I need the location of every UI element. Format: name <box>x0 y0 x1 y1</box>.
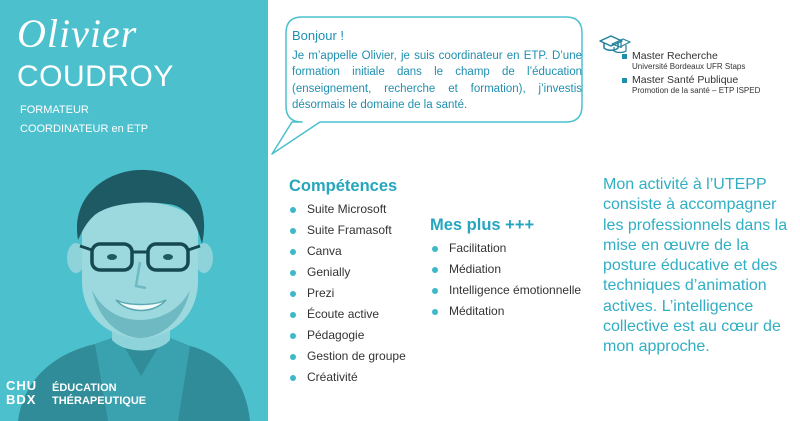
list-item: Genially <box>289 262 406 283</box>
list-item: Médiation <box>431 259 581 280</box>
education-item: Master Santé Publique Promotion de la santé – ETP ISPED <box>622 74 792 96</box>
competences-heading: Compétences <box>289 177 398 195</box>
activity-paragraph: Mon activité à l’UTEPP consiste à accompagner les professionnels dans la mise en œuvre de la posture éducative et des techniques d’animation actives. L’intelligence collective est au cœur de mon approche. <box>603 176 788 356</box>
bubble-text <box>292 28 582 114</box>
list-item: Écoute active <box>289 304 406 325</box>
list-item: Prezi <box>289 283 406 304</box>
mes-plus-heading: Mes plus +++ <box>430 216 535 234</box>
list-item: Suite Framasoft <box>289 220 406 241</box>
role-coordinateur: COORDINATEUR en ETP <box>20 123 149 135</box>
education-therapeutique-logo: ÉDUCATION THÉRAPEUTIQUE <box>52 382 147 407</box>
role-formateur: FORMATEUR <box>20 104 89 116</box>
list-item: Intelligence émotionnelle <box>431 280 581 301</box>
education-item: Master Recherche Université Bordeaux UFR Staps <box>622 50 792 72</box>
list-item: Pédagogie <box>289 325 406 346</box>
mes-plus-list <box>431 238 581 322</box>
chu-bdx-logo: CHU BDX <box>6 378 38 407</box>
list-item: Suite Microsoft <box>289 199 406 220</box>
bubble-intro: Je m’appelle Olivier, je suis coordinateur en ETP. D’une formation initiale dans le champ de l’éducation (enseignement, recherche et formation), j’investis désormais le domaine de la santé. <box>292 49 582 111</box>
bubble-greeting: Bonjour ! <box>292 28 345 43</box>
list-item: Facilitation <box>431 238 581 259</box>
education-list <box>622 50 792 98</box>
last-name: COUDROY <box>17 60 174 93</box>
list-item: Gestion de groupe <box>289 346 406 367</box>
list-item: Canva <box>289 241 406 262</box>
list-item: Méditation <box>431 301 581 322</box>
profile-panel <box>0 0 268 421</box>
first-name: Olivier <box>17 11 138 56</box>
competences-list <box>289 199 406 388</box>
list-item: Créativité <box>289 367 406 388</box>
